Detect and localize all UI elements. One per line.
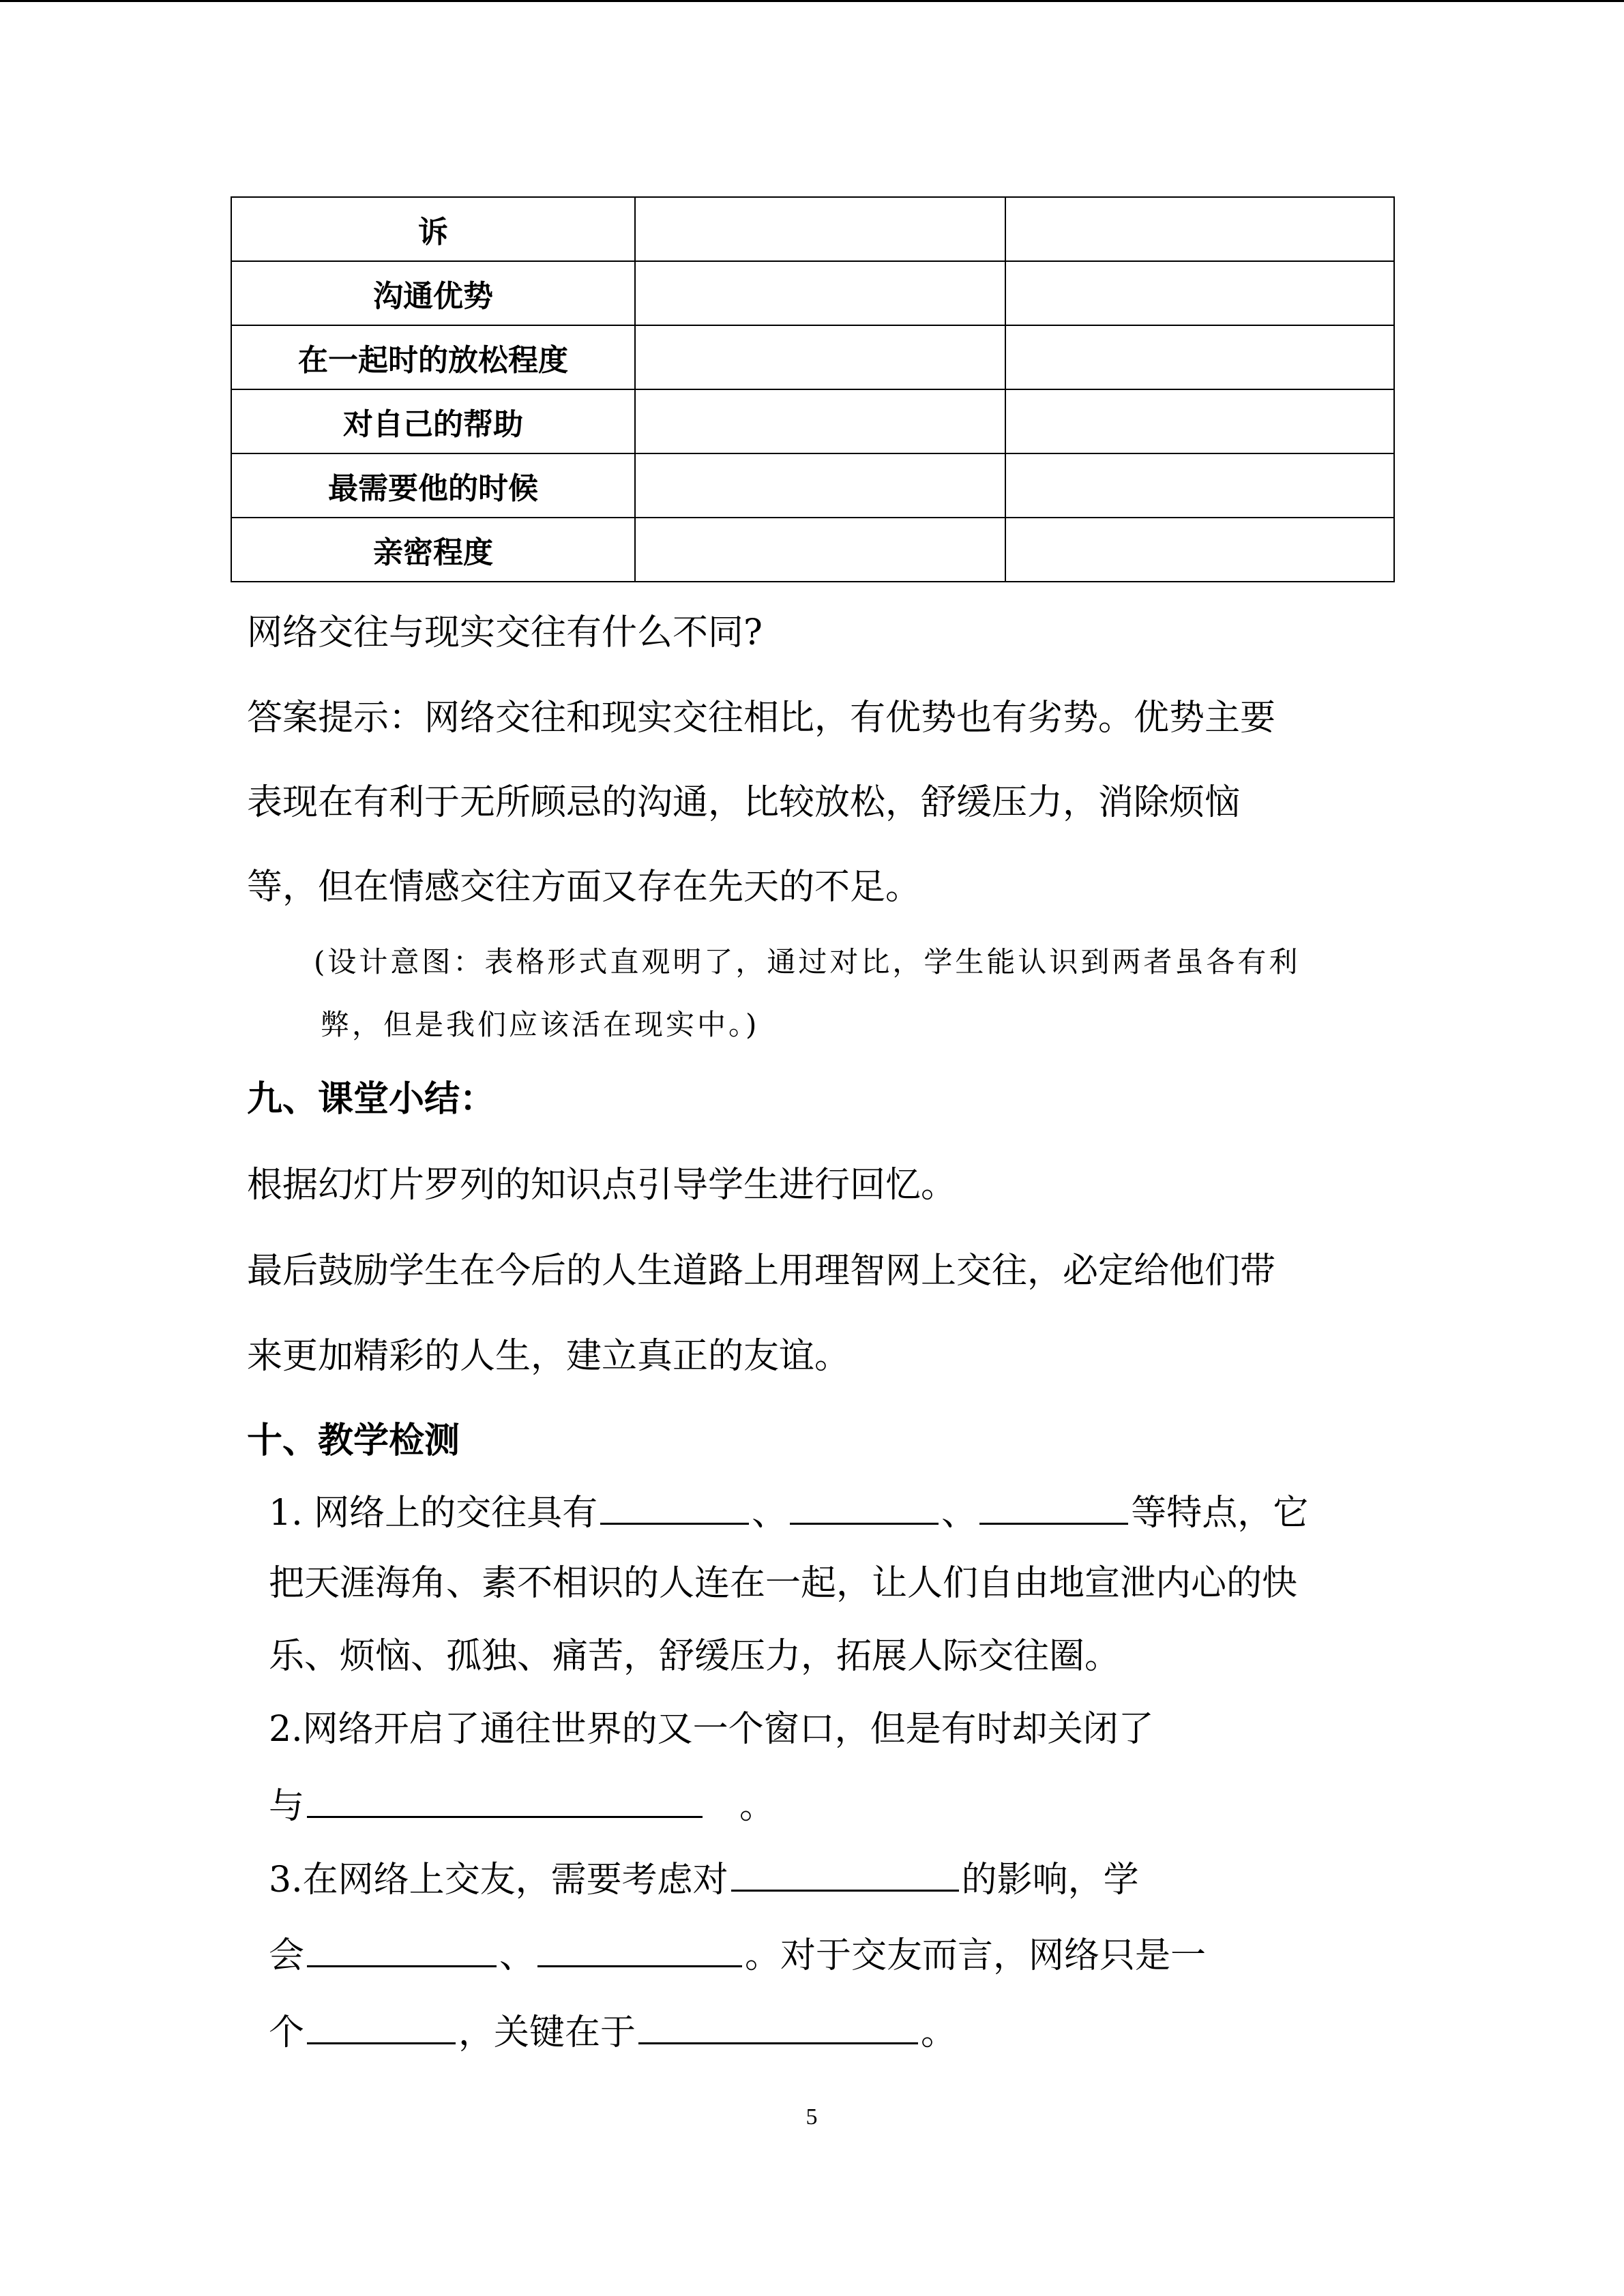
reality-cell [1005,197,1394,261]
quiz-question-2-blank-line [269,1782,775,1828]
network-cell [635,325,1005,389]
quiz-question-3 [269,1855,1139,1902]
answer-line: 答案提示：网络交往和现实交往相比，有优势也有劣势。优势主要 [247,698,1276,739]
answer-blank[interactable] [979,1489,1128,1525]
answer-blank[interactable] [307,2008,456,2044]
row-label: 亲密程度 [231,518,635,582]
network-cell [635,261,1005,325]
q1-suffix: 等特点，它 [1131,1493,1309,1534]
quiz-text-line: 乐、烦恼、孤独、痛苦，舒缓压力，拓展人际交往圈。 [269,1636,1121,1677]
q3-line3-suffix: 。 [921,2012,957,2053]
section-heading: 九、课堂小结： [247,1079,496,1120]
quiz-question-3-line2 [269,1931,1206,1978]
summary-line: 最后鼓励学生在今后的人生道路上用理智网上交往，必定给他们带 [247,1251,1276,1292]
row-label: 最需要他的时候 [231,453,635,518]
page-number: 5 [806,2104,818,2130]
network-cell [635,453,1005,518]
reality-cell [1005,518,1394,582]
q3-suffix: 的影响，学 [961,1860,1139,1900]
table-row [231,518,1394,582]
row-label: 沟通优势 [231,261,635,325]
q3-line2-prefix: 会 [269,1935,305,1976]
design-note-line: 弊，但是我们应该活在现实中。) [321,1008,760,1041]
answer-blank[interactable] [600,1489,749,1525]
table-row [231,261,1394,325]
table-row [231,325,1394,389]
quiz-question-3-line3 [269,2008,956,2055]
q3-prefix: 3.在网络上交友，需要考虑对 [269,1860,728,1900]
quiz-question-1 [269,1489,1308,1535]
quiz-text-line: 把天涯海角、素不相识的人连在一起，让人们自由地宣泄内心的快 [269,1563,1298,1604]
answer-line: 表现在有利于无所顾忌的沟通，比较放松，舒缓压力，消除烦恼 [247,782,1241,823]
table-row [231,197,1394,261]
q2-prefix: 与 [269,1786,305,1827]
q3-line3-prefix: 个 [269,2012,305,2053]
separator: 、 [499,1935,535,1976]
quiz-question-2: 2.网络开启了通往世界的又一个窗口，但是有时却关闭了 [269,1709,1154,1750]
network-cell [635,197,1005,261]
answer-blank[interactable] [790,1489,939,1525]
answer-blank[interactable] [537,1931,742,1967]
q1-prefix: 1. 网络上的交往具有 [269,1493,598,1534]
q3-line2-suffix: 。对于交友而言，网络只是一 [745,1935,1207,1976]
top-border-line [0,0,1624,2]
q3-line3-mid: ，关键在于 [458,2012,636,2053]
design-note-line: (设计意图：表格形式直观明了，通过对比，学生能认识到两者虽各有利 [314,945,1301,979]
reality-cell [1005,261,1394,325]
separator: 、 [941,1493,977,1534]
row-label: 在一起时的放松程度 [231,325,635,389]
table-row [231,453,1394,518]
comparison-table [231,196,1395,582]
network-cell [635,389,1005,453]
q2-suffix: 。 [739,1786,776,1827]
answer-line: 等，但在情感交往方面又存在先天的不足。 [247,867,921,908]
section-heading: 十、教学检测 [247,1420,460,1461]
separator: 、 [752,1493,788,1534]
network-cell [635,518,1005,582]
answer-blank[interactable] [307,1931,497,1967]
reality-cell [1005,325,1394,389]
answer-blank[interactable] [731,1855,959,1892]
answer-blank[interactable] [307,1782,703,1818]
reality-cell [1005,389,1394,453]
reality-cell [1005,453,1394,518]
table-row [231,389,1394,453]
summary-line: 来更加精彩的人生，建立真正的友谊。 [247,1336,851,1377]
row-label: 诉 [231,197,635,261]
question-text: 网络交往与现实交往有什么不同? [247,612,763,653]
summary-line: 根据幻灯片罗列的知识点引导学生进行回忆。 [247,1165,957,1206]
answer-blank[interactable] [638,2008,918,2044]
row-label: 对自己的帮助 [231,389,635,453]
